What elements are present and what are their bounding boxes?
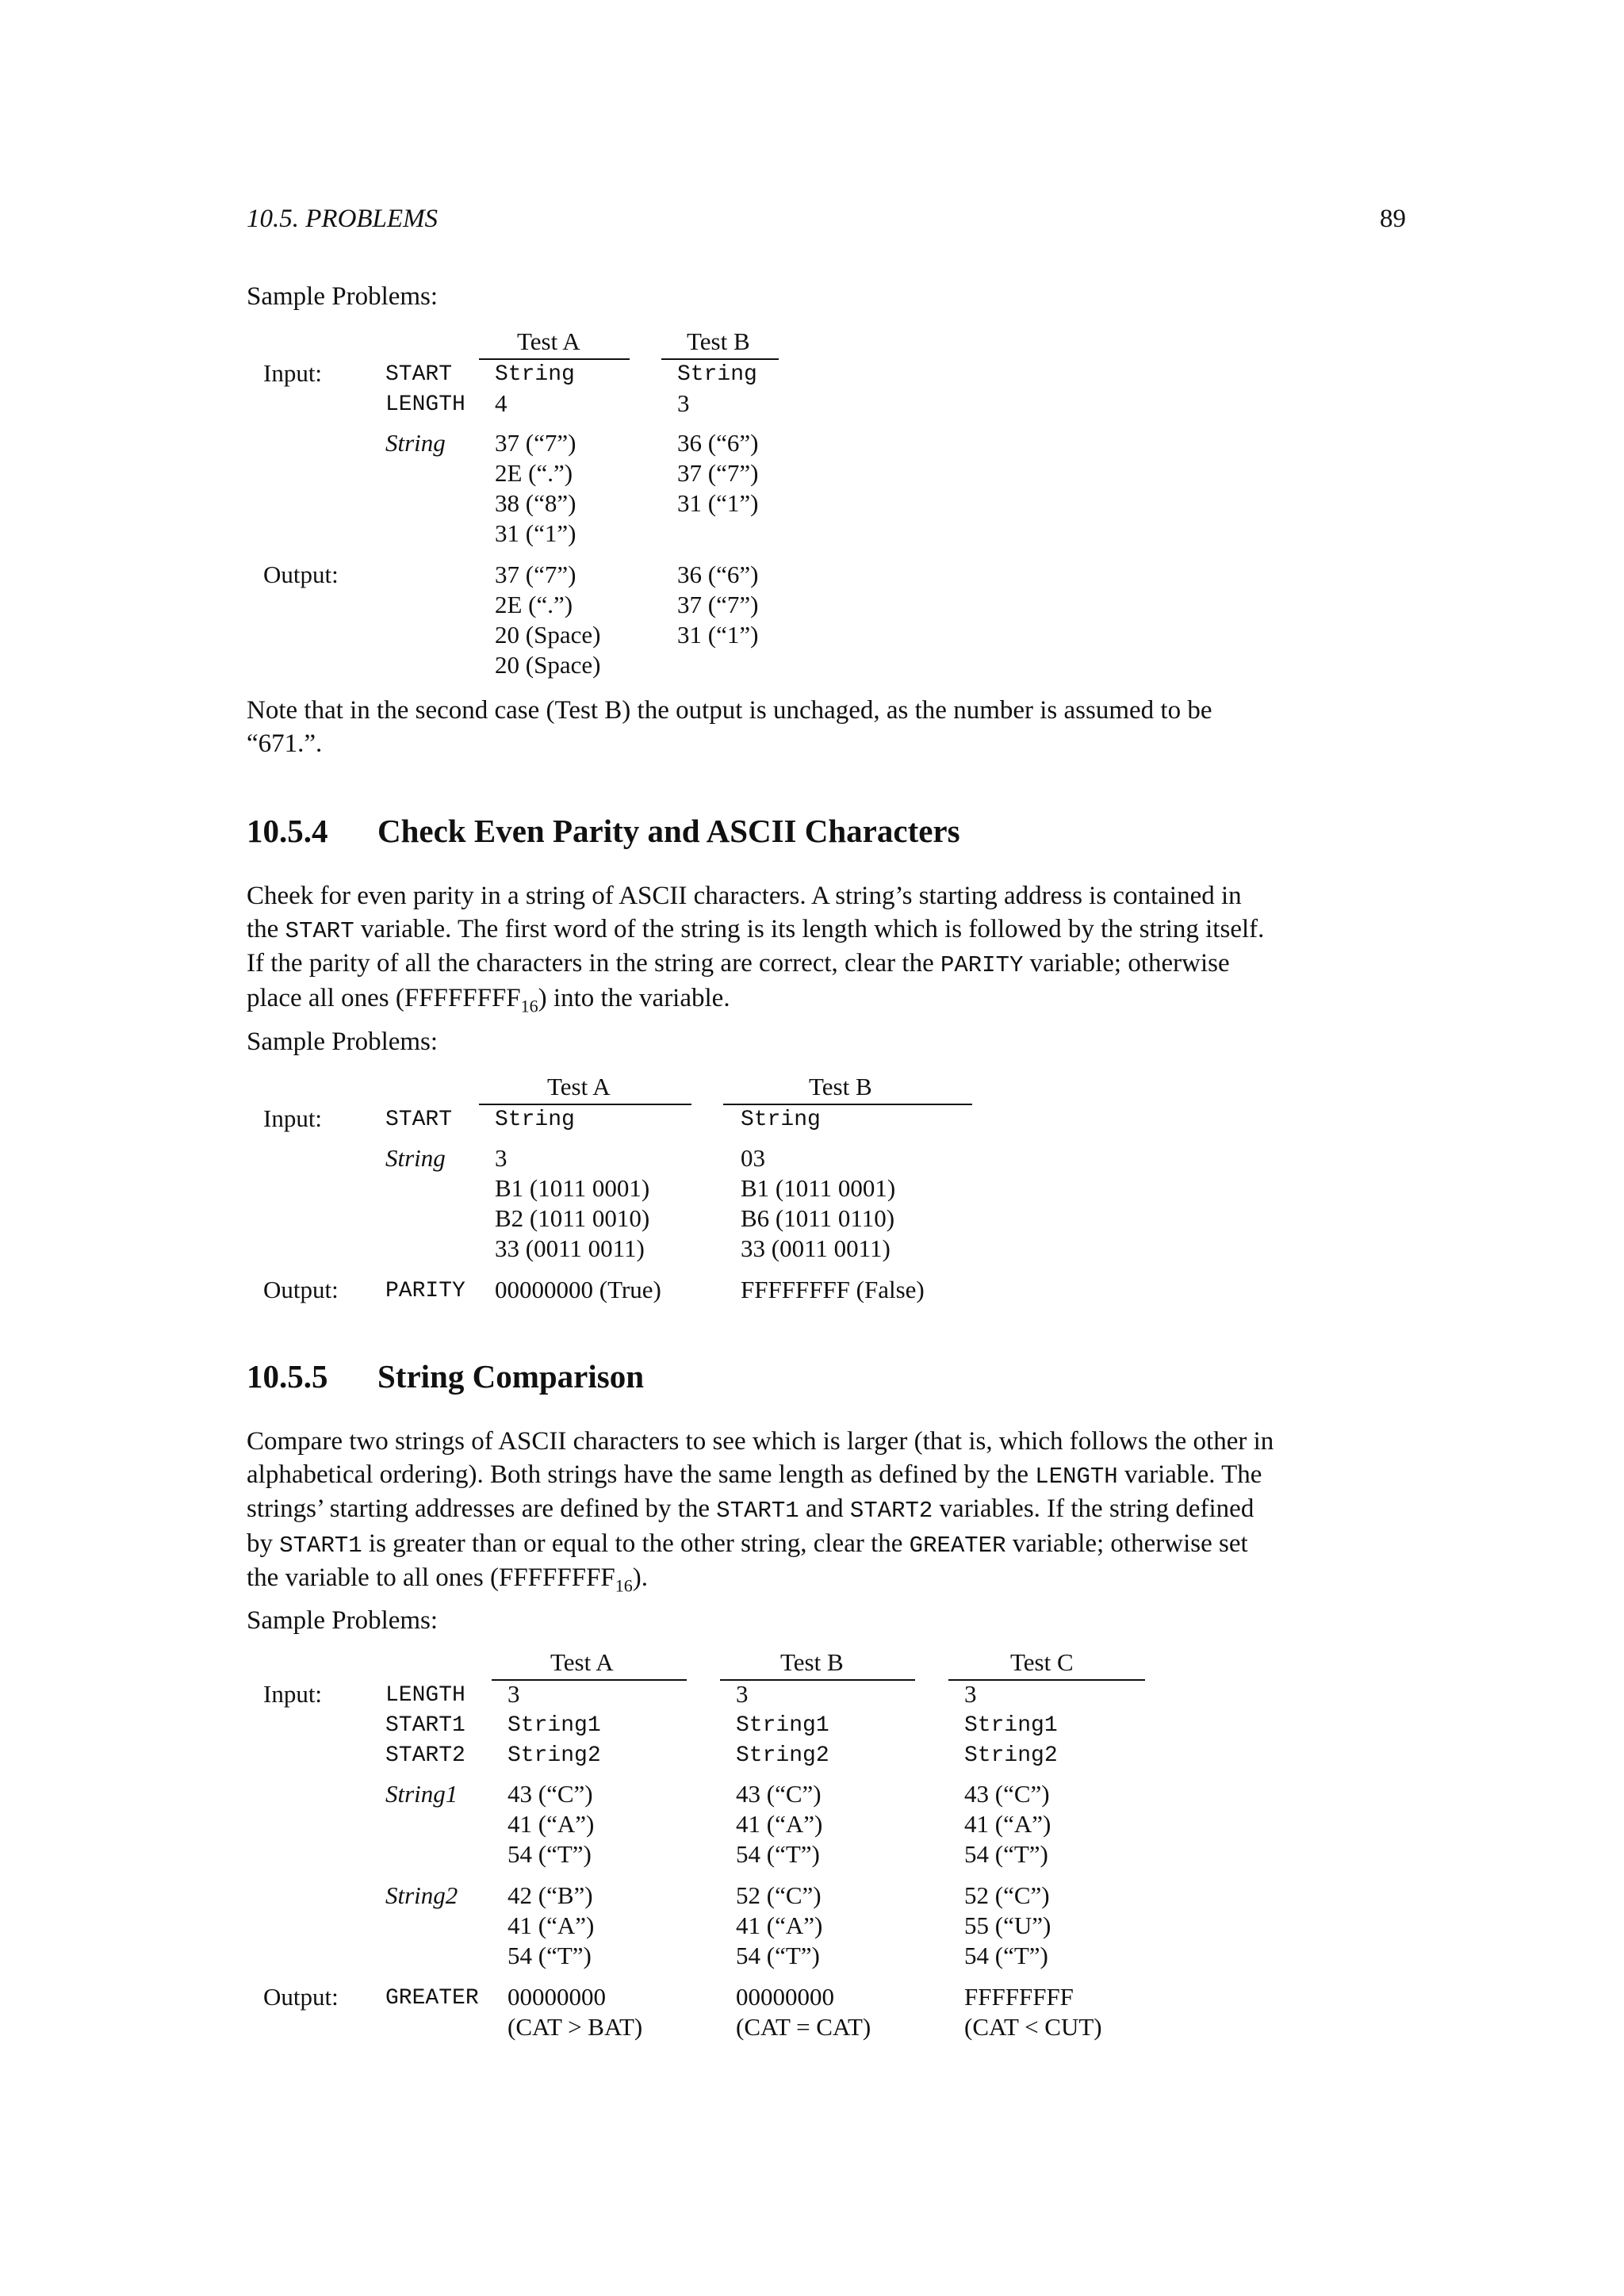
code-start2: START2 bbox=[849, 1498, 933, 1524]
var-length: LENGTH bbox=[385, 392, 465, 417]
start1-c: String1 bbox=[964, 1713, 1058, 1738]
greater-a-1: (CAT > BAT) bbox=[508, 2013, 643, 2041]
input-label: Input: bbox=[263, 1680, 323, 1708]
parity-paragraph bbox=[247, 880, 1404, 1023]
comp-line-2: alphabetical ordering). Both strings have the same length as defined by the LENGTH variable. The bbox=[247, 1460, 1262, 1490]
string-b-0: 03 bbox=[741, 1144, 765, 1172]
comparison-paragraph bbox=[247, 1425, 1404, 1602]
string-a-2: 38 (“8”) bbox=[495, 489, 576, 517]
code-start1: START1 bbox=[716, 1498, 799, 1524]
greater-c-0: FFFFFFFF bbox=[964, 1983, 1074, 2011]
string-a-3: 31 (“1”) bbox=[495, 519, 576, 547]
string-b-2: B6 (1011 0110) bbox=[741, 1204, 895, 1232]
s1-a-0: 43 (“C”) bbox=[508, 1780, 593, 1808]
sample-problems-label-3: Sample Problems: bbox=[247, 1606, 439, 1635]
note-paragraph bbox=[247, 695, 1404, 760]
rule-test-c bbox=[948, 1679, 1145, 1681]
note-line-1: Note that in the second case (Test B) the output is unchaged, as the number is assumed to be bbox=[247, 696, 1212, 725]
length-a: 4 bbox=[495, 389, 508, 417]
var-start: START bbox=[385, 362, 453, 387]
rule-test-a bbox=[492, 1679, 687, 1681]
code-length: LENGTH bbox=[1035, 1463, 1118, 1490]
start-b: String bbox=[741, 1108, 821, 1132]
s2-b-2: 54 (“T”) bbox=[736, 1942, 820, 1969]
s2-a-1: 41 (“A”) bbox=[508, 1911, 595, 1939]
section-heading-10-5-4 bbox=[247, 812, 960, 850]
s2-c-2: 54 (“T”) bbox=[964, 1942, 1048, 1969]
start2-b: String2 bbox=[736, 1743, 829, 1768]
greater-a-0: 00000000 bbox=[508, 1983, 606, 2011]
parity-line-1: Cheek for even parity in a string of ASCII characters. A string’s starting address is contained in bbox=[247, 882, 1242, 910]
parity-b: FFFFFFFF (False) bbox=[741, 1276, 925, 1303]
var-start1: START1 bbox=[385, 1713, 465, 1738]
col-head-test-b: Test B bbox=[687, 327, 750, 355]
var-start2: START2 bbox=[385, 1743, 465, 1768]
output-a-0: 37 (“7”) bbox=[495, 561, 576, 588]
string-a-2: B2 (1011 0010) bbox=[495, 1204, 650, 1232]
section-heading-10-5-5 bbox=[247, 1357, 644, 1395]
s2-a-2: 54 (“T”) bbox=[508, 1942, 592, 1969]
start2-a: String2 bbox=[508, 1743, 601, 1768]
output-label: Output: bbox=[263, 561, 339, 588]
s1-a-1: 41 (“A”) bbox=[508, 1810, 595, 1838]
string-a-0: 37 (“7”) bbox=[495, 429, 576, 457]
code-greater: GREATER bbox=[909, 1532, 1006, 1559]
start2-c: String2 bbox=[964, 1743, 1058, 1768]
parity-line-2: the START variable. The first word of the string is its length which is followed by the string itself. bbox=[247, 914, 1265, 944]
page-number: 89 bbox=[1380, 205, 1406, 233]
output-b-0: 36 (“6”) bbox=[677, 561, 759, 588]
var-greater: GREATER bbox=[385, 1986, 479, 2011]
string-label: String bbox=[385, 1144, 446, 1172]
greater-c-1: (CAT < CUT) bbox=[964, 2013, 1102, 2041]
string2-label: String2 bbox=[385, 1881, 458, 1909]
s2-b-0: 52 (“C”) bbox=[736, 1881, 822, 1909]
s2-c-0: 52 (“C”) bbox=[964, 1881, 1050, 1909]
start-a: String bbox=[495, 362, 575, 387]
input-label: Input: bbox=[263, 1104, 323, 1132]
greater-b-0: 00000000 bbox=[736, 1983, 834, 2011]
output-a-3: 20 (Space) bbox=[495, 651, 601, 679]
s1-c-2: 54 (“T”) bbox=[964, 1840, 1048, 1868]
s1-a-2: 54 (“T”) bbox=[508, 1840, 592, 1868]
col-head-test-b: Test B bbox=[809, 1073, 872, 1100]
comp-line-5: the variable to all ones $(FFFFFFFF_{16})$. bbox=[247, 1563, 649, 1596]
string-b-1: B1 (1011 0001) bbox=[741, 1174, 896, 1202]
comp-line-4: by START1 is greater than or equal to the other string, clear the GREATER variable; otherwise set bbox=[247, 1529, 1248, 1559]
note-line-2: “671.”. bbox=[247, 729, 323, 758]
input-label: Input: bbox=[263, 359, 323, 387]
col-head-test-a: Test A bbox=[550, 1648, 614, 1676]
col-head-test-c: Test C bbox=[1010, 1648, 1074, 1676]
output-a-1: 2E (“.”) bbox=[495, 591, 573, 618]
s2-b-1: 41 (“A”) bbox=[736, 1911, 823, 1939]
greater-b-1: (CAT = CAT) bbox=[736, 2013, 871, 2041]
output-b-1: 37 (“7”) bbox=[677, 591, 759, 618]
string-label: String bbox=[385, 429, 446, 457]
col-head-test-a: Test A bbox=[517, 327, 580, 355]
string-b-2: 31 (“1”) bbox=[677, 489, 759, 517]
s2-a-0: 42 (“B”) bbox=[508, 1881, 593, 1909]
section-title: Check Even Parity and ASCII Characters bbox=[377, 813, 960, 849]
s1-c-0: 43 (“C”) bbox=[964, 1780, 1050, 1808]
string-b-1: 37 (“7”) bbox=[677, 459, 759, 487]
length-c: 3 bbox=[964, 1680, 977, 1708]
parity-line-3: If the parity of all the characters in the string are correct, clear the PARITY variable; otherwise bbox=[247, 949, 1230, 978]
start1-a: String1 bbox=[508, 1713, 601, 1738]
length-a: 3 bbox=[508, 1680, 520, 1708]
string-a-1: 2E (“.”) bbox=[495, 459, 573, 487]
var-length: LENGTH bbox=[385, 1683, 465, 1708]
sample-problems-label-2: Sample Problems: bbox=[247, 1027, 439, 1056]
var-parity: PARITY bbox=[385, 1279, 465, 1303]
string-a-1: B1 (1011 0001) bbox=[495, 1174, 650, 1202]
string-b-0: 36 (“6”) bbox=[677, 429, 759, 457]
section-number: 10.5.5 bbox=[247, 1358, 328, 1395]
string-a-0: 3 bbox=[495, 1144, 508, 1172]
code-parity: PARITY bbox=[940, 952, 1024, 978]
s1-b-2: 54 (“T”) bbox=[736, 1840, 820, 1868]
output-a-2: 20 (Space) bbox=[495, 621, 601, 649]
length-b: 3 bbox=[677, 389, 690, 417]
parity-a: 00000000 (True) bbox=[495, 1276, 661, 1303]
col-head-test-a: Test A bbox=[547, 1073, 611, 1100]
code-start: START bbox=[285, 917, 354, 944]
comp-line-3: strings’ starting addresses are defined by the START1 and START2 variables. If the string defined bbox=[247, 1494, 1254, 1524]
s1-b-1: 41 (“A”) bbox=[736, 1810, 823, 1838]
col-head-test-b: Test B bbox=[780, 1648, 844, 1676]
start-a: String bbox=[495, 1108, 575, 1132]
s2-c-1: 55 (“U”) bbox=[964, 1911, 1051, 1939]
comp-line-1: Compare two strings of ASCII characters to see which is larger (that is, which follows the other in bbox=[247, 1427, 1274, 1456]
section-title: String Comparison bbox=[377, 1358, 645, 1395]
sample-problems-label: Sample Problems: bbox=[247, 282, 439, 311]
section-number: 10.5.4 bbox=[247, 813, 328, 849]
output-b-2: 31 (“1”) bbox=[677, 621, 759, 649]
string-a-3: 33 (0011 0011) bbox=[495, 1234, 645, 1262]
length-b: 3 bbox=[736, 1680, 749, 1708]
s1-b-0: 43 (“C”) bbox=[736, 1780, 822, 1808]
parity-line-4: place all ones $(FFFFFFFF_{16})$ into the variable. bbox=[247, 983, 730, 1016]
code-start1: START1 bbox=[279, 1532, 362, 1559]
string1-label: String1 bbox=[385, 1780, 458, 1808]
start-b: String bbox=[677, 362, 757, 387]
output-label: Output: bbox=[263, 1276, 339, 1303]
s1-c-1: 41 (“A”) bbox=[964, 1810, 1051, 1838]
string-b-3: 33 (0011 0011) bbox=[741, 1234, 891, 1262]
rule-test-b bbox=[720, 1679, 915, 1681]
output-label: Output: bbox=[263, 1983, 339, 2011]
start1-b: String1 bbox=[736, 1713, 829, 1738]
var-start: START bbox=[385, 1108, 453, 1132]
running-head: 10.5. PROBLEMS bbox=[247, 205, 439, 233]
